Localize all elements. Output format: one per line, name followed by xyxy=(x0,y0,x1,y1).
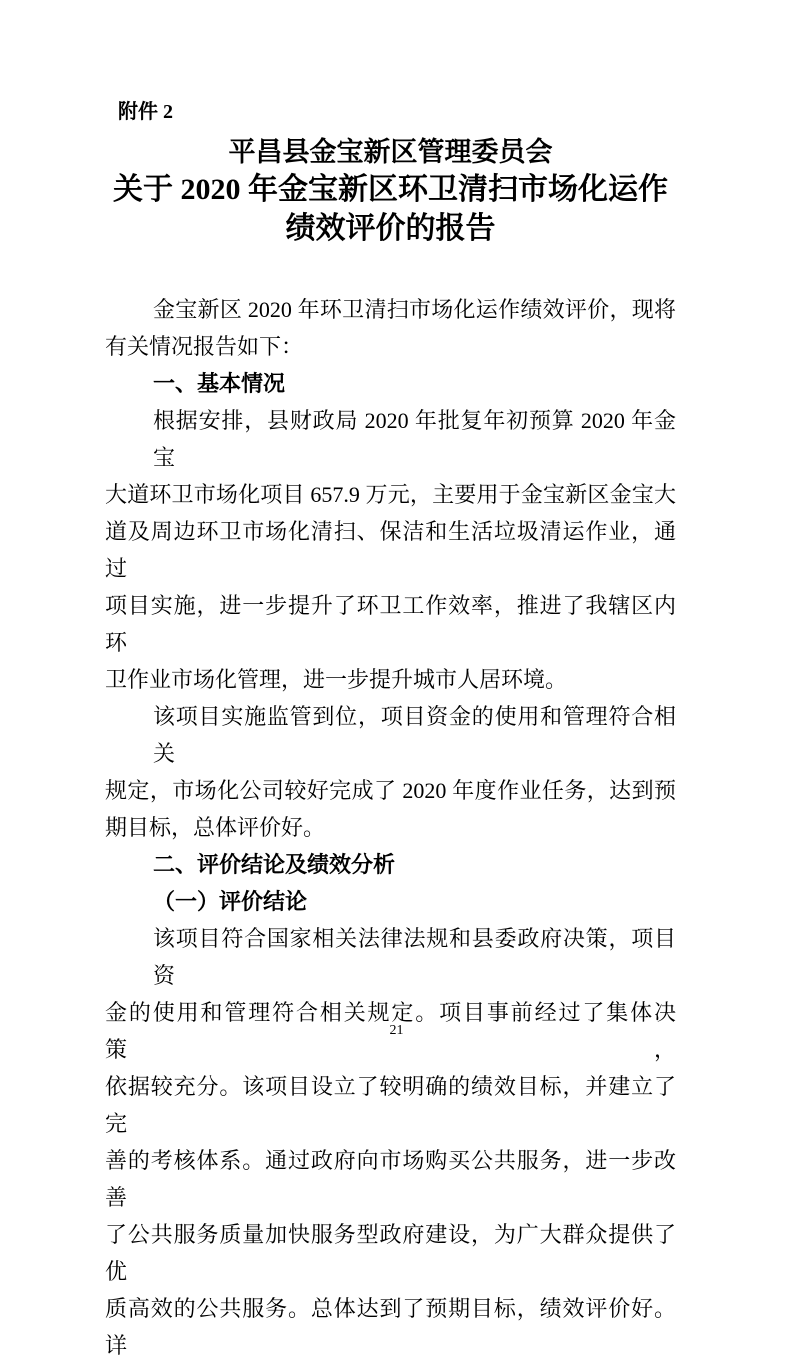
paragraph-line: 依据较充分。该项目设立了较明确的绩效目标，并建立了完 xyxy=(105,1074,676,1136)
intro-line: 有关情况报告如下： xyxy=(105,334,304,359)
report-body xyxy=(105,291,676,1364)
paragraph-line: 了公共服务质量加快服务型政府建设，为广大群众提供了优 xyxy=(105,1222,676,1284)
page-number: 21 xyxy=(389,1023,404,1038)
paragraph-line: 该项目实施监管到位，项目资金的使用和管理符合相关 xyxy=(153,704,676,766)
title-subject-line: 关于 2020 年金宝新区环卫清扫市场化运作 xyxy=(113,173,668,206)
paragraph-line: 善的考核体系。通过政府向市场购买公共服务，进一步改善 xyxy=(105,1148,676,1210)
attachment-label: 附件 2 xyxy=(118,101,173,123)
intro-line: 金宝新区 2020 年环卫清扫市场化运作绩效评价，现将 xyxy=(153,297,676,322)
title-report-line: 绩效评价的报告 xyxy=(285,212,496,245)
paragraph-line: 该项目符合国家相关法律法规和县委政府决策，项目资 xyxy=(153,926,676,988)
section-2-subheading: （一）评价结论 xyxy=(153,889,308,914)
paragraph-line: 规定，市场化公司较好完成了 2020 年度作业任务，达到预 xyxy=(105,778,676,803)
paragraph-line: 道及周边环卫市场化清扫、保洁和生活垃圾清运作业，通过 xyxy=(105,519,676,581)
paragraph-line: 根据安排，县财政局 2020 年批复年初预算 2020 年金宝 xyxy=(153,408,676,470)
section-2-heading: 二、评价结论及绩效分析 xyxy=(153,852,396,877)
paragraph-line: 期目标，总体评价好。 xyxy=(105,815,326,840)
title-organization: 平昌县金宝新区管理委员会 xyxy=(228,137,553,167)
section-1-heading: 一、基本情况 xyxy=(153,371,286,396)
paragraph-line: 项目实施，进一步提升了环卫工作效率，推进了我辖区内环 xyxy=(105,593,676,655)
document-content xyxy=(105,0,676,1364)
paragraph-line: 质高效的公共服务。总体达到了预期目标，绩效评价好。详 xyxy=(105,1296,676,1358)
paragraph-line: 金的使用和管理符合相关规定。项目事前经过了集体决策， xyxy=(105,1000,676,1062)
paragraph-line: 大道环卫市场化项目 657.9 万元，主要用于金宝新区金宝大 xyxy=(105,482,676,507)
paragraph-line: 卫作业市场化管理，进一步提升城市人居环境。 xyxy=(105,667,568,692)
